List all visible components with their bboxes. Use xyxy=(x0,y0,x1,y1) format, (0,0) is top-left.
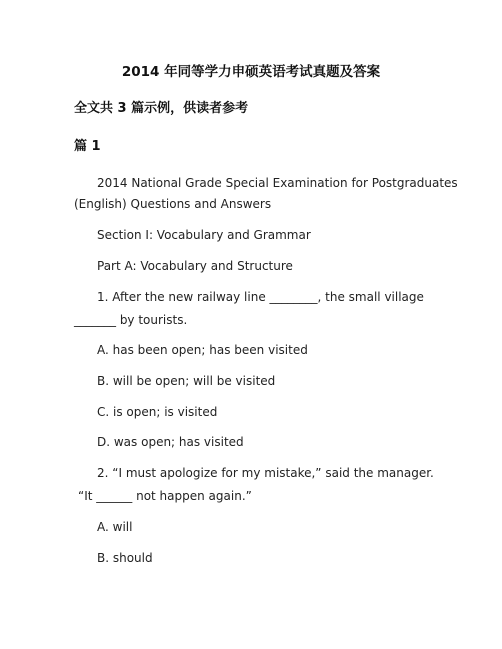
document-title: 2014 年同等学力申硕英语考试真题及答案 xyxy=(121,64,381,80)
answer-option: A. will xyxy=(97,520,133,534)
answer-option: D. was open; has visited xyxy=(97,435,244,449)
paragraph-line: Part A: Vocabulary and Structure xyxy=(97,259,293,273)
question-line: _______ by tourists. xyxy=(74,313,188,327)
answer-option: B. should xyxy=(97,551,153,565)
paragraph-line: Section I: Vocabulary and Grammar xyxy=(97,228,311,242)
section-heading: 篇 1 xyxy=(74,139,101,154)
document-subtitle: 全文共 3 篇示例，供读者参考 xyxy=(74,101,249,116)
question-line: 2. “I must apologize for my mistake,” said the manager. xyxy=(97,466,434,480)
answer-option: C. is open; is visited xyxy=(97,405,218,419)
paragraph-line: 2014 National Grade Special Examination for Postgraduates xyxy=(97,176,458,190)
question-line: 1. After the new railway line ________, the small village xyxy=(97,290,424,304)
answer-option: A. has been open; has been visited xyxy=(97,343,308,357)
answer-option: B. will be open; will be visited xyxy=(97,374,276,388)
question-line: “It ______ not happen again.” xyxy=(78,489,252,503)
paragraph-line: (English) Questions and Answers xyxy=(74,197,272,211)
